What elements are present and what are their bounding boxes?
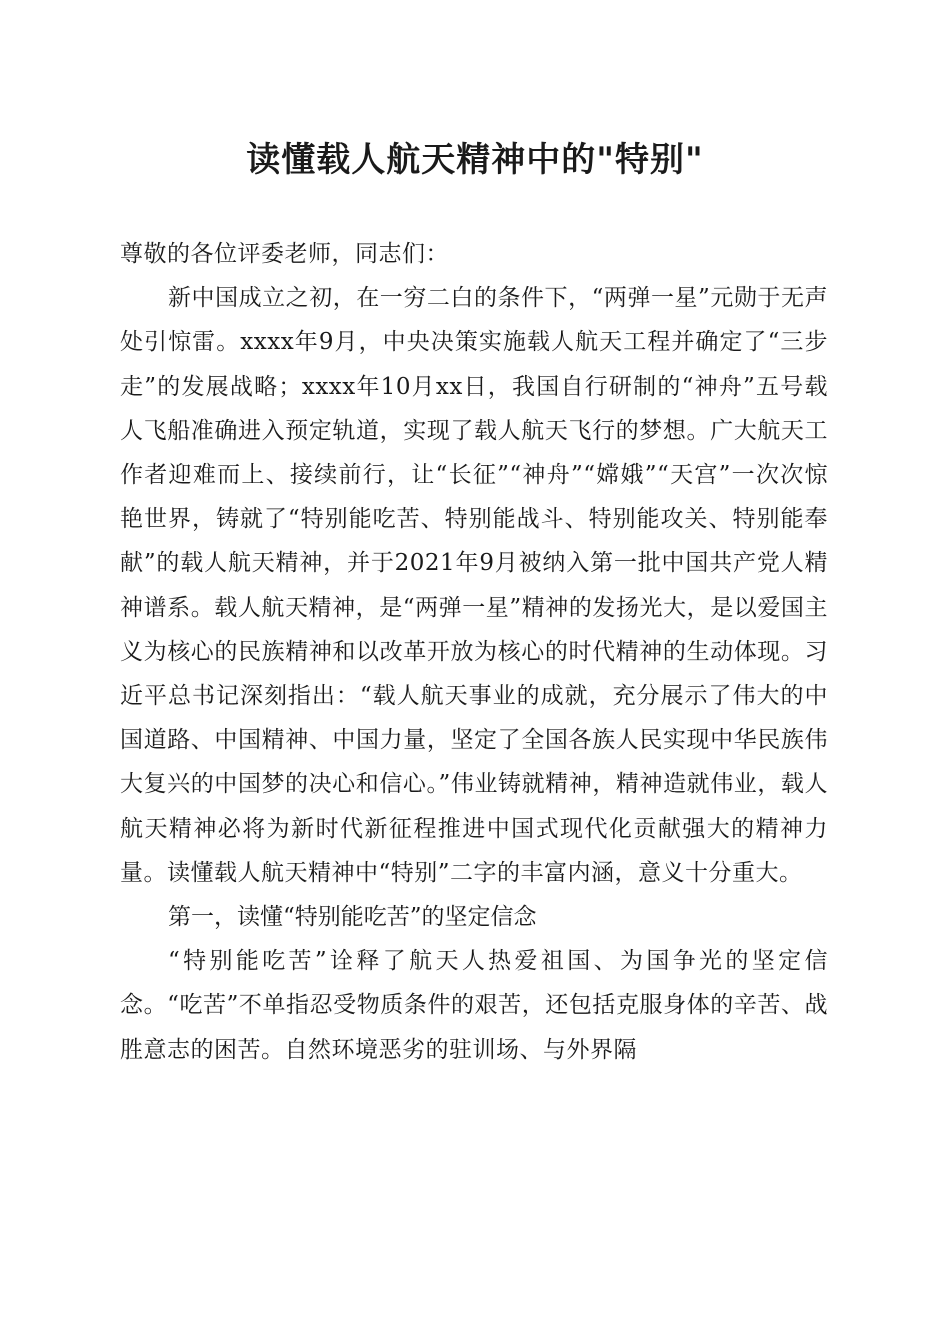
section-heading-1: 第一，读懂“特别能吃苦”的坚定信念 (168, 904, 537, 931)
document-body (120, 232, 828, 1072)
section-paragraph-1: “特别能吃苦”诠释了航天人热爱祖国、为国争光的坚定信念。“吃苦”不单指忍受物质条件的艰苦，还包括克服身体的辛苦、战胜意志的困苦。自然环境恶劣的驻训场、与外界隔 (120, 948, 828, 1063)
salutation: 尊敬的各位评委老师，同志们： (120, 241, 449, 267)
body-paragraph-1: 新中国成立之初，在一穷二白的条件下，“两弹一星”元勋于无声处引惊雷。xxxx年9月，中央决策实施载人航天工程并确定了“三步走”的发展战略；xxxx年10月xx日，我国自行研制的“神舟”五号载人飞船准确进入预定轨道，实现了载人航天飞行的梦想。广大航天工作者迎难而上、接续前行，让“长征”“神舟”“嫦娥”“天宫”一次次惊艳世界，铸就了“特别能吃苦、特别能战斗、特别能攻关、特别能奉献”的载人航天精神，并于2021年9月被纳入第一批中国共产党人精神谱系。载人航天精神，是“两弹一星”精神的发扬光大，是以爱国主义为核心的民族精神和以改革开放为核心的时代精神的生动体现。习近平总书记深刻指出：“载人航天事业的成就，充分展示了伟大的中国道路、中国精神、中国力量，坚定了全国各族人民实现中华民族伟大复兴的中国梦的决心和信心。”伟业铸就精神，精神造就伟业，载人航天精神必将为新时代新征程推进中国式现代化贡献强大的精神力量。读懂载人航天精神中“特别”二字的丰富内涵，意义十分重大。 (120, 285, 828, 886)
document-title: 读懂载人航天精神中的"特别" (246, 140, 704, 180)
